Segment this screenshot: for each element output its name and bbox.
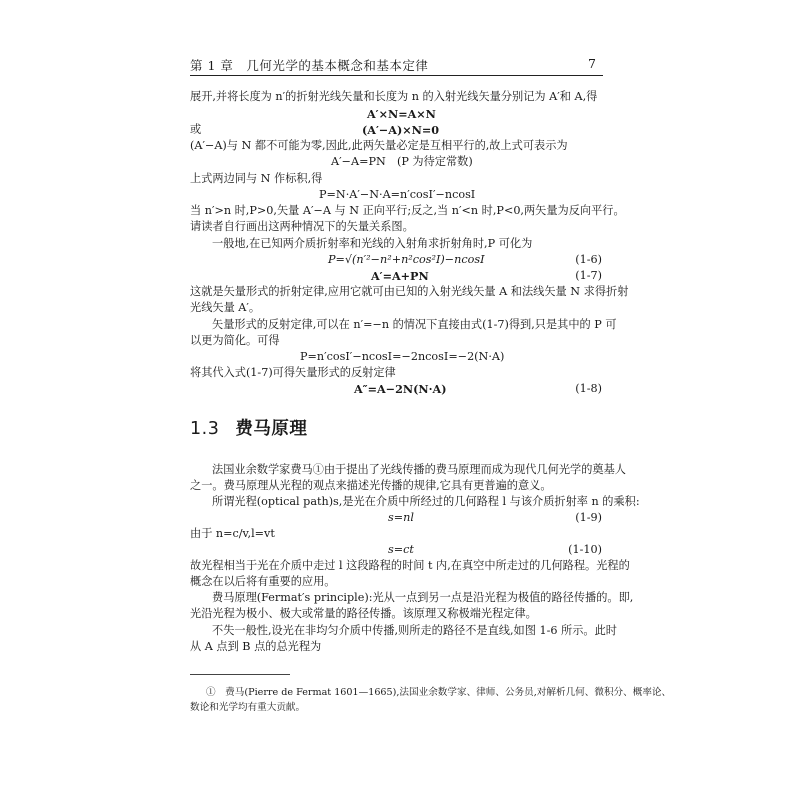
text-line: 所谓光程(optical path)s,是光在介质中所经过的几何路程 l 与该介质折射率 n 的乘积:	[212, 495, 640, 508]
equation: A′−A=PN (P 为待定常数)	[331, 155, 473, 168]
equation-number: (1-10)	[568, 543, 602, 556]
equation: (A′−A)×N=0	[362, 123, 440, 137]
text-line: 法国业余数学家费马①由于提出了光线传播的费马原理而成为现代几何光学的奠基人	[212, 463, 626, 476]
equation: s=nl	[388, 511, 414, 524]
footnote-rule	[190, 674, 290, 675]
text-line: 一般地,在已知两介质折射率和光线的入射角求折射角时,P 可化为	[212, 237, 533, 250]
text-line: 请读者自行画出这两种情况下的矢量关系图。	[190, 220, 414, 233]
text-line: 光线矢量 A′。	[190, 301, 261, 314]
equation-number: (1-6)	[575, 253, 602, 266]
footnote-line: 数论和光学均有重大贡献。	[190, 702, 306, 713]
equation: A′×N=A×N	[367, 107, 436, 121]
footnote-line: ① 费马(Pierre de Fermat 1601—1665),法国业余数学家、律师、公务员,对解析几何、微积分、概率论、	[206, 687, 672, 698]
text-line: 展开,并将长度为 n′的折射光线矢量和长度为 n 的入射光线矢量分别记为 A′和 A,得	[190, 90, 598, 103]
text-line: 之一。费马原理从光程的观点来描述光传播的规律,它具有更普遍的意义。	[190, 479, 552, 492]
text-line: 这就是矢量形式的折射定律,应用它就可由已知的入射光线矢量 A 和法线矢量 N 求得折射	[190, 285, 629, 298]
text-line: 故光程相当于光在介质中走过 l 这段路程的时间 t 内,在真空中所走过的几何路程。光程的	[190, 559, 630, 572]
equation: A″=A−2N(N·A)	[354, 382, 447, 396]
chapter-title: 第 1 章 几何光学的基本概念和基本定律	[190, 58, 429, 73]
running-header	[190, 56, 600, 74]
equation-number: (1-8)	[575, 382, 602, 395]
text-line: 由于 n=c/v,l=vt	[190, 527, 275, 540]
text-line: 或	[190, 123, 202, 136]
text-line: (A′−A)与 N 都不可能为零,因此,此两矢量必定是互相平行的,故上式可表示为	[190, 139, 568, 152]
equation: P=n′cosI′−ncosI=−2ncosI=−2(N·A)	[300, 350, 505, 363]
section-number: 1.3	[190, 419, 220, 439]
page-number: 7	[588, 56, 596, 71]
text-line: 不失一般性,设光在非均匀介质中传播,则所走的路径不是直线,如图 1-6 所示。此时	[212, 624, 617, 637]
text-line: 矢量形式的反射定律,可以在 n′=−n 的情况下直接由式(1-7)得到,只是其中的 P 可	[212, 318, 617, 331]
text-line: 当 n′>n 时,P>0,矢量 A′−A 与 N 正向平行;反之,当 n′<n 时,P<0,两矢量为反向平行。	[190, 204, 625, 217]
text-line: 光沿光程为极小、极大或常量的路径传播。该原理又称极端光程定律。	[190, 607, 537, 620]
section-heading	[190, 415, 307, 440]
equation: A′=A+PN	[371, 269, 429, 283]
text-line: 以更为简化。可得	[190, 334, 280, 347]
equation-number: (1-7)	[575, 269, 602, 282]
text-line: 从 A 点到 B 点的总光程为	[190, 640, 322, 653]
section-title: 费马原理	[235, 419, 308, 439]
equation: P=√(n′²−n²+n²cos²I)−ncosI	[328, 253, 485, 266]
equation: s=ct	[388, 543, 414, 556]
text-line: 上式两边同与 N 作标积,得	[190, 172, 323, 185]
text-line: 概念在以后将有重要的应用。	[190, 575, 336, 588]
header-rule	[190, 75, 603, 76]
equation: P=N·A′−N·A=n′cosI′−ncosI	[319, 188, 476, 201]
text-line: 将其代入式(1-7)可得矢量形式的反射定律	[190, 366, 396, 379]
text-line: 费马原理(Fermat′s principle):光从一点到另一点是沿光程为极值的路径传播的。即,	[212, 591, 634, 604]
equation-number: (1-9)	[575, 511, 602, 524]
